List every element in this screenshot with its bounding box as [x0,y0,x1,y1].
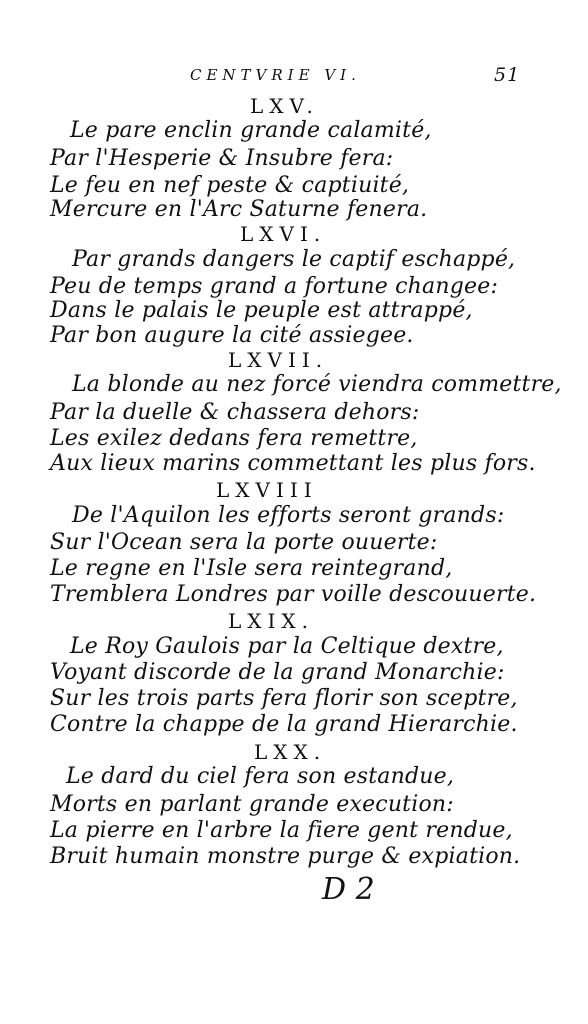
verse-line: Le pare enclin grande calamité, [70,118,432,143]
signature-mark: D 2 [322,872,375,907]
verse-line: Le Roy Gaulois par la Celtique dextre, [70,634,504,659]
verse-line: Le feu en nef peste & captiuité, [50,173,410,198]
verse-line: Sur les trois parts fera florir son sceptre, [50,686,518,711]
verse-line: Mercure en l'Arc Saturne fenera. [50,197,428,222]
verse-line: Sur l'Ocean sera la porte ouuerte: [50,530,438,555]
verse-line: Contre la chappe de la grand Hierarchie. [50,712,518,737]
verse-line: La blonde au nez forcé viendra commettre, [72,372,562,397]
verse-line: La pierre en l'arbre la fiere gent rendue, [50,818,513,843]
running-title: CENTVRIE VI. [190,66,361,84]
verse-line: Voyant discorde de la grand Monarchie: [50,660,505,685]
verse-line: Tremblera Londres par voille descouuerte. [50,582,537,607]
running-head [0,66,588,90]
verse-line: Morts en parlant grande execution: [50,792,454,817]
quatrain-number: LXVI. [240,222,327,246]
verse-line: Par l'Hesperie & Insubre fera: [50,146,394,171]
quatrain-number: LXV. [250,94,319,118]
verse-line: Par grands dangers le captif eschappé, [72,247,516,272]
quatrain-number: LXIX. [228,609,315,633]
quatrain-number: LXVII. [228,348,329,372]
verse-line: Aux lieux marins commettant les plus fors. [50,451,536,476]
quatrain-number: LXX. [254,740,327,764]
verse-line: Dans le palais le peuple est attrappé, [50,298,473,323]
verse-line: Peu de temps grand a fortune changee: [50,274,499,299]
verse-line: Le regne en l'Isle sera reintegrand, [50,556,453,581]
quatrain-number: LXVIII [216,478,318,502]
verse-line: Les exilez dedans fera remettre, [50,426,418,451]
verse-line: Bruit humain monstre purge & expiation. [50,844,521,869]
verse-line: Par la duelle & chassera dehors: [50,400,420,425]
page-number: 51 [494,64,521,86]
verse-line: De l'Aquilon les efforts seront grands: [72,503,505,528]
verse-line: Le dard du ciel fera son estandue, [66,764,455,789]
verse-line: Par bon augure la cité assiegee. [50,323,414,348]
